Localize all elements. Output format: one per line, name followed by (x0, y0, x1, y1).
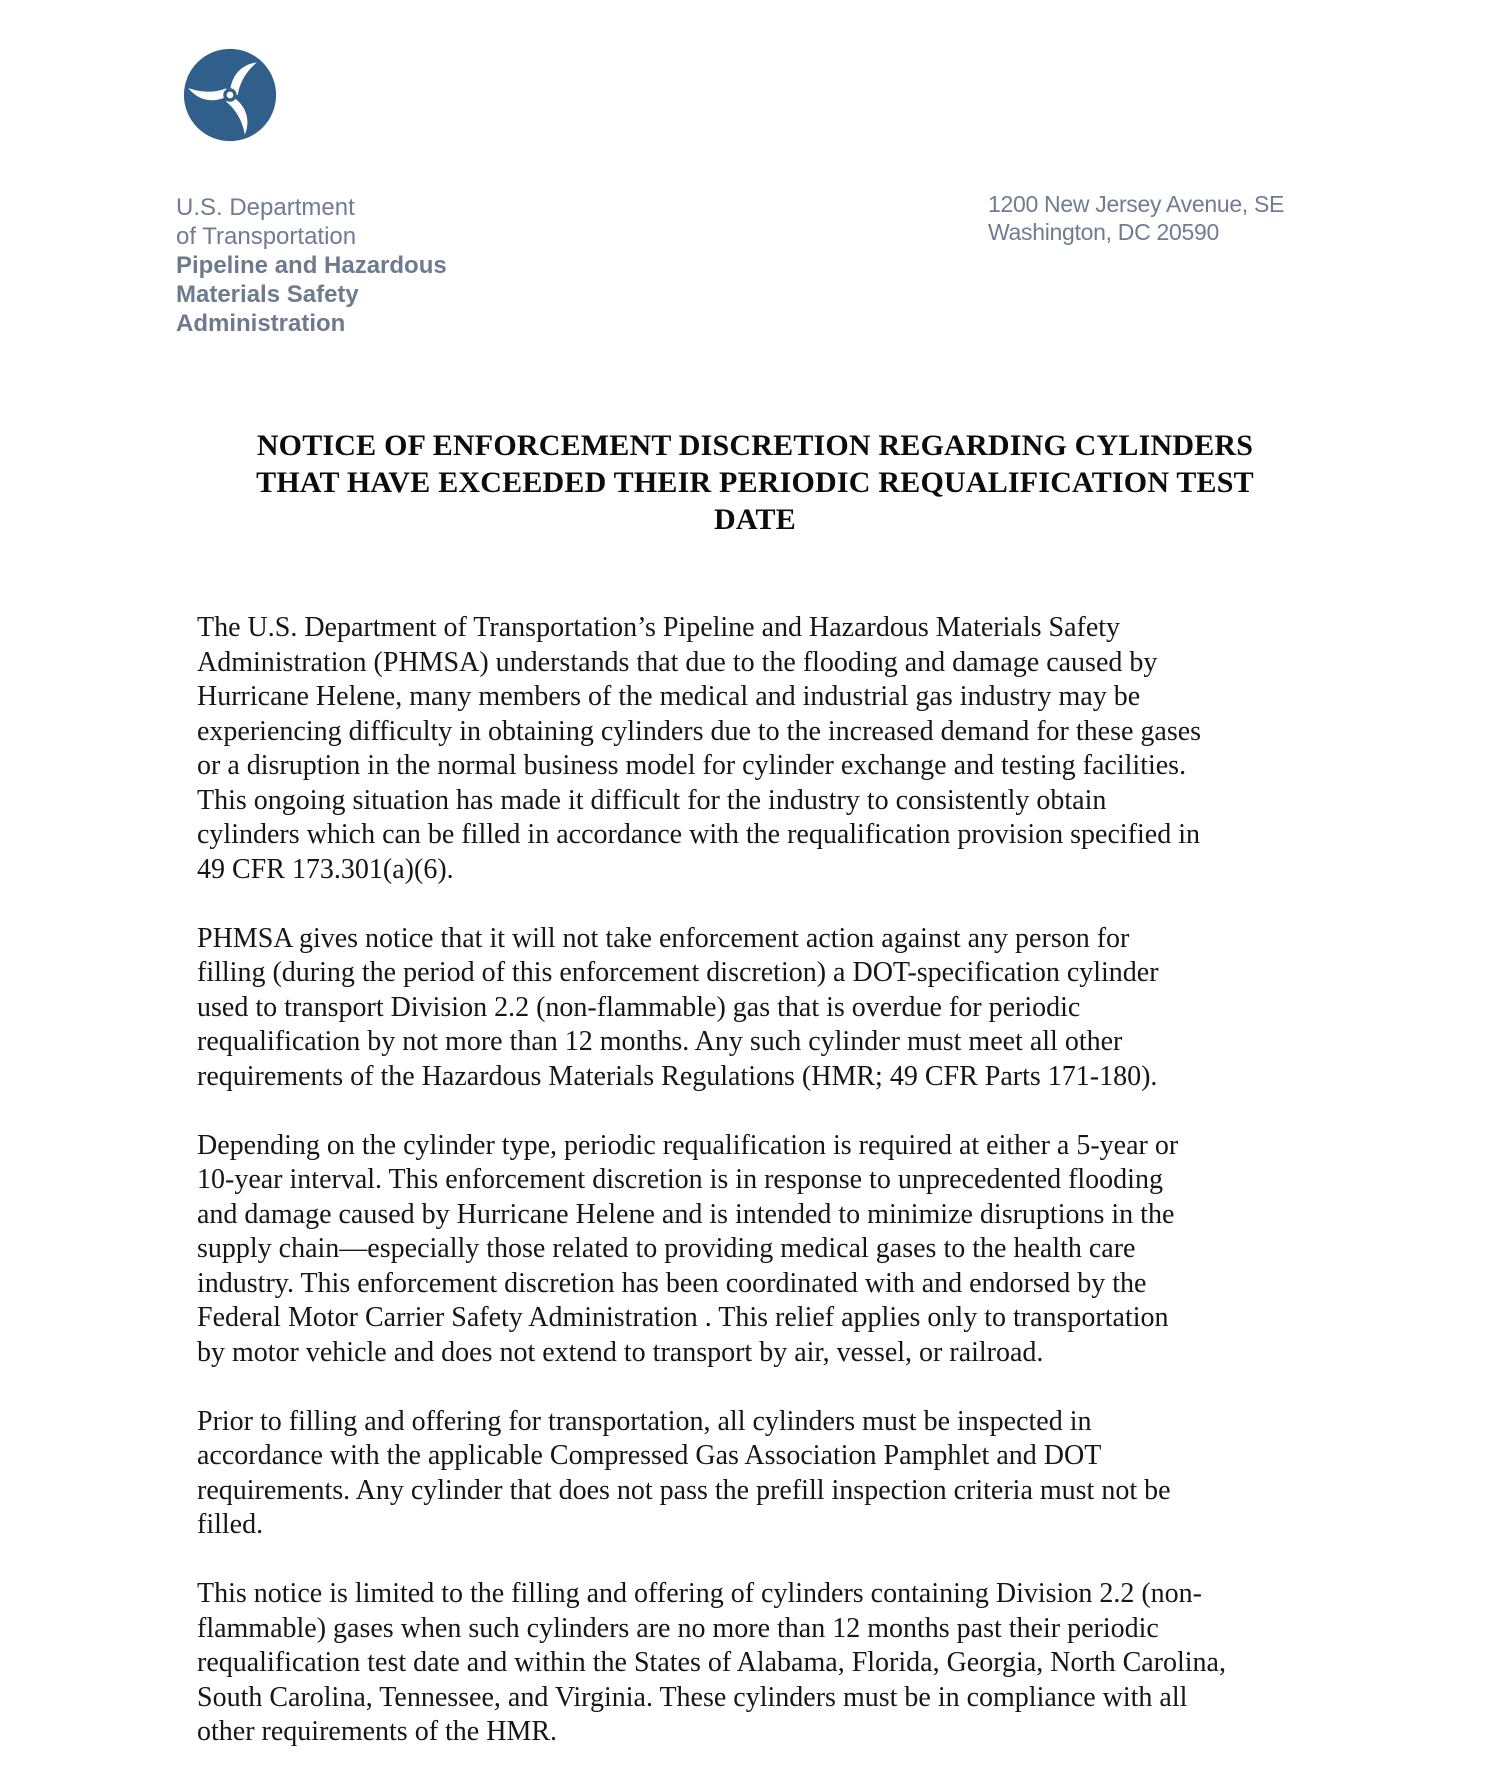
paragraph-1 (197, 611, 1337, 887)
paragraph-line: accordance with the applicable Compressed Gas Association Pamphlet and DOT (197, 1440, 1102, 1471)
address-line-1: 1200 New Jersey Avenue, SE (988, 191, 1285, 217)
agency-line-2: of Transportation (176, 223, 357, 250)
notice-body (197, 611, 1337, 1784)
paragraph-line: Administration (PHMSA) understands that due to the flooding and damage caused by (197, 646, 1158, 678)
dot-triskelion-logo-icon (182, 47, 278, 143)
paragraph-4 (197, 1405, 1337, 1543)
paragraph-line: 10-year interval. This enforcement discretion is in response to unprecedented flooding (197, 1164, 1163, 1195)
paragraph-line: Federal Motor Carrier Safety Administration . This relief applies only to transportation (197, 1302, 1169, 1333)
agency-block (176, 193, 447, 338)
paragraph-2 (197, 922, 1337, 1095)
paragraph-line: requalification by not more than 12 months. Any such cylinder must meet all other (197, 1026, 1123, 1057)
paragraph-line: This notice is limited to the filling and offering of cylinders containing Division 2.2 (non- (197, 1578, 1202, 1609)
paragraph-line: requirements. Any cylinder that does not pass the prefill inspection criteria must not be (197, 1474, 1171, 1506)
paragraph-line: by motor vehicle and does not extend to transport by air, vessel, or railroad. (197, 1336, 1044, 1368)
admin-line-3: Administration (176, 310, 346, 337)
paragraph-line: supply chain—especially those related to providing medical gases to the health care (197, 1233, 1136, 1264)
paragraph-line: requirements of the Hazardous Materials Regulations (HMR; 49 CFR Parts 171-180). (197, 1060, 1158, 1092)
paragraph-line: requalification test date and within the States of Alabama, Florida, Georgia, North Carolina, (197, 1647, 1226, 1678)
paragraph-line: experiencing difficulty in obtaining cylinders due to the increased demand for these gases (197, 715, 1202, 747)
paragraph-line: and damage caused by Hurricane Helene and is intended to minimize disruptions in the (197, 1198, 1175, 1230)
paragraph-line: This ongoing situation has made it difficult for the industry to consistently obtain (197, 784, 1107, 816)
paragraph-line: Prior to filling and offering for transportation, all cylinders must be inspected in (197, 1405, 1092, 1437)
paragraph-line: Hurricane Helene, many members of the medical and industrial gas industry may be (197, 681, 1141, 712)
paragraph-line: 49 CFR 173.301(a)(6). (197, 853, 454, 885)
address-line-2: Washington, DC 20590 (988, 219, 1219, 245)
paragraph-line: Depending on the cylinder type, periodic requalification is required at either a 5-year or (197, 1129, 1179, 1161)
paragraph-line: filling (during the period of this enforcement discretion) a DOT-specification cylinder (197, 957, 1159, 988)
paragraph-line: flammable) gases when such cylinders are no more than 12 months past their periodic (197, 1612, 1159, 1644)
paragraph-line: other requirements of the HMR. (197, 1716, 558, 1747)
paragraph-line: PHMSA gives notice that it will not take enforcement action against any person for (197, 922, 1130, 954)
paragraph-line: or a disruption in the normal business model for cylinder exchange and testing facilities. (197, 750, 1187, 781)
address-block (988, 190, 1284, 246)
paragraph-line: cylinders which can be filled in accordance with the requalification provision specified in (197, 819, 1200, 850)
admin-line-1: Pipeline and Hazardous (176, 252, 447, 279)
paragraph-line: filled. (197, 1509, 264, 1540)
paragraph-5 (197, 1577, 1337, 1750)
title-line-2: THAT HAVE EXCEEDED THEIR PERIODIC REQUALIFICATION TEST (256, 466, 1254, 499)
dot-logo-icon (182, 47, 278, 143)
paragraph-line: South Carolina, Tennessee, and Virginia. These cylinders must be in compliance with all (197, 1681, 1188, 1713)
paragraph-3 (197, 1129, 1337, 1371)
paragraph-line: industry. This enforcement discretion has been coordinated with and endorsed by the (197, 1267, 1147, 1299)
notice-title (190, 427, 1320, 538)
paragraph-line: used to transport Division 2.2 (non-flammable) gas that is overdue for periodic (197, 991, 1081, 1023)
admin-line-2: Materials Safety (176, 281, 359, 308)
title-line-1: NOTICE OF ENFORCEMENT DISCRETION REGARDING CYLINDERS (256, 429, 1254, 462)
paragraph-line: The U.S. Department of Transportation’s Pipeline and Hazardous Materials Safety (197, 612, 1121, 643)
title-line-3: DATE (714, 503, 796, 536)
agency-line-1: U.S. Department (176, 194, 355, 221)
